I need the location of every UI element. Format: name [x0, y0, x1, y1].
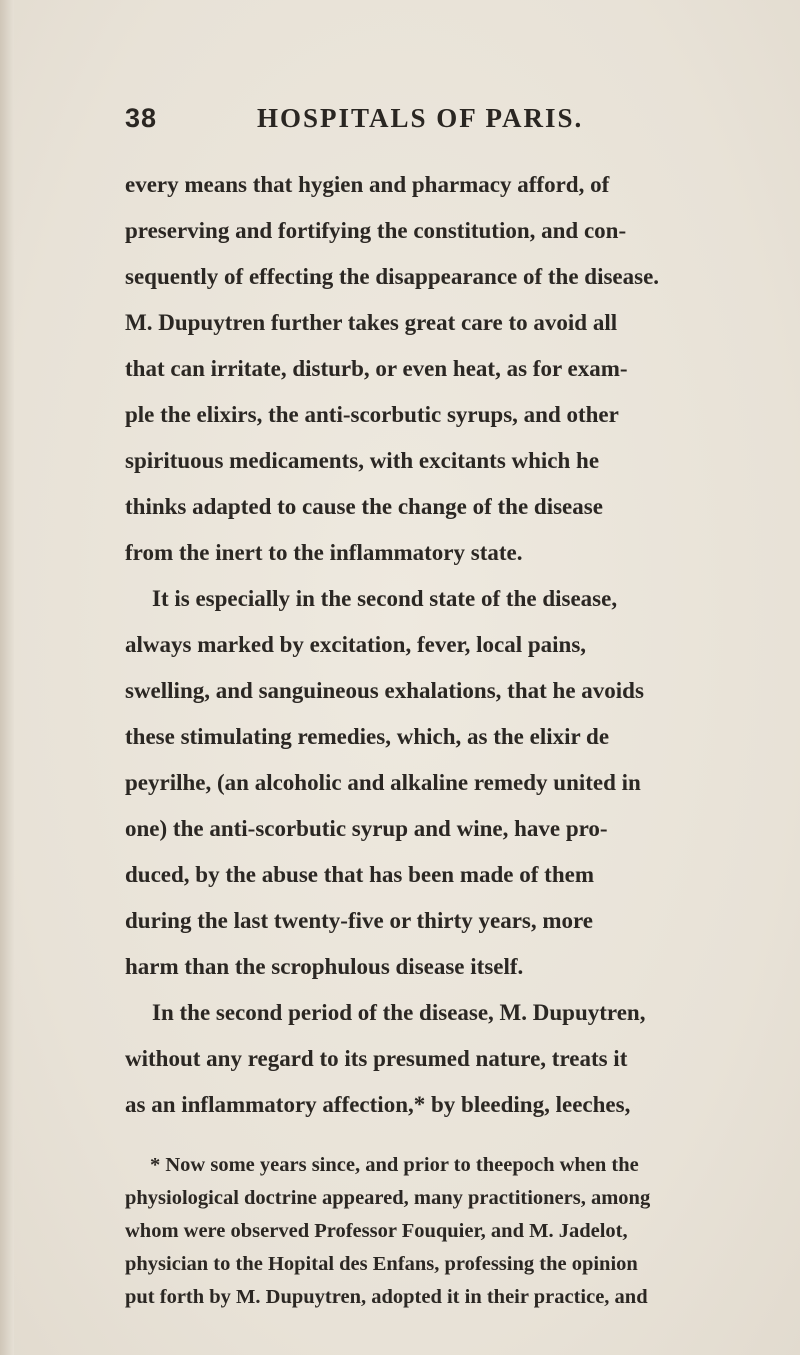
- footnote-line: whom were observed Professor Fouquier, and M. Jadelot,: [125, 1220, 628, 1242]
- page-binding-edge: [0, 0, 14, 1355]
- text-line: harm than the scrophulous disease itself.: [125, 954, 524, 979]
- text-line: without any regard to its presumed nature, treats it: [125, 1046, 628, 1071]
- text-line: peyrilhe, (an alcoholic and alkaline remedy united in: [125, 770, 641, 795]
- text-line: swelling, and sanguineous exhalations, that he avoids: [125, 678, 644, 703]
- text-line: during the last twenty-five or thirty years, more: [125, 908, 594, 933]
- text-line: It is especially in the second state of the disease,: [152, 586, 618, 611]
- text-line: from the inert to the inflammatory state.: [125, 540, 523, 565]
- text-line: sequently of effecting the disappearance of the disease.: [125, 264, 660, 289]
- text-line: every means that hygien and pharmacy afford, of: [125, 172, 610, 197]
- text-line: preserving and fortifying the constitution, and con-: [125, 218, 627, 243]
- text-line: spirituous medicaments, with excitants which he: [125, 448, 600, 473]
- text-line: M. Dupuytren further takes great care to avoid all: [125, 310, 618, 335]
- footnote-line: physiological doctrine appeared, many practitioners, among: [125, 1187, 651, 1209]
- footnote-line: physician to the Hopital des Enfans, professing the opinion: [125, 1253, 638, 1275]
- running-title: HOSPITALS OF PARIS.: [257, 103, 584, 133]
- text-line: ple the elixirs, the anti-scorbutic syrups, and other: [125, 402, 619, 427]
- footnote-line: put forth by M. Dupuytren, adopted it in their practice, and: [125, 1286, 648, 1308]
- text-line: always marked by excitation, fever, local pains,: [125, 632, 587, 657]
- text-line: duced, by the abuse that has been made of them: [125, 862, 594, 887]
- page-header: [125, 103, 665, 143]
- text-line: these stimulating remedies, which, as the elixir de: [125, 724, 610, 749]
- text-line: In the second period of the disease, M. Dupuytren,: [152, 1000, 646, 1025]
- text-line: as an inflammatory affection,* by bleeding, leeches,: [125, 1092, 631, 1117]
- text-line: one) the anti-scorbutic syrup and wine, have pro-: [125, 816, 608, 841]
- footnote-line: * Now some years since, and prior to theepoch when the: [150, 1154, 639, 1176]
- text-line: thinks adapted to cause the change of the disease: [125, 494, 603, 519]
- page-number: 38: [125, 103, 158, 133]
- text-line: that can irritate, disturb, or even heat, as for exam-: [125, 356, 628, 381]
